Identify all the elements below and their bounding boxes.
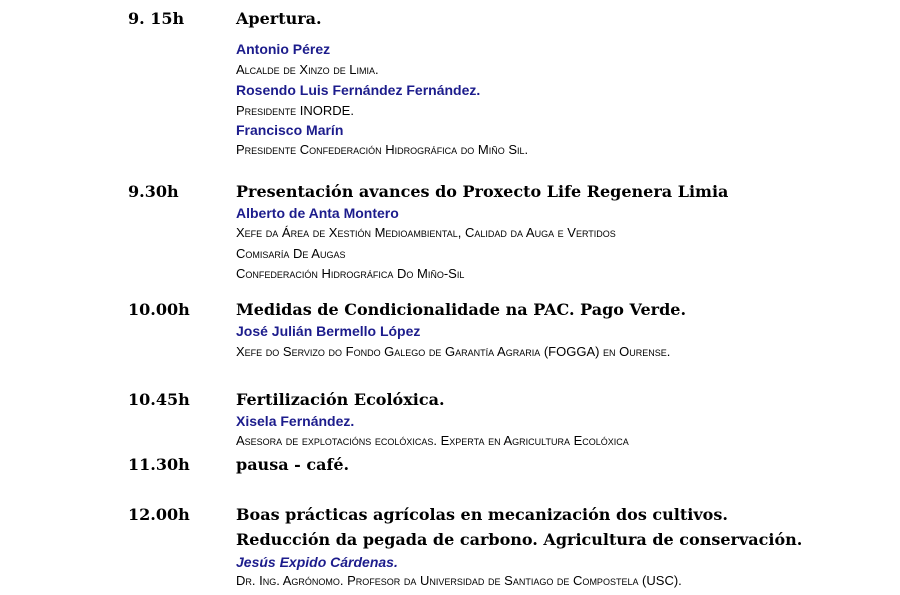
session-time: 9. 15h bbox=[128, 9, 185, 28]
session-time: 10.45h bbox=[128, 390, 190, 409]
speaker-name: Jesús Expido Cárdenas. bbox=[236, 554, 398, 570]
session-title: pausa - café. bbox=[236, 455, 350, 474]
session-time: 12.00h bbox=[128, 505, 190, 524]
speaker-name: Francisco Marín bbox=[236, 122, 344, 138]
session-time: 10.00h bbox=[128, 300, 190, 319]
speaker-role: Comisaría De Augas bbox=[236, 246, 346, 261]
session-time: 9.30h bbox=[128, 182, 179, 201]
speaker-name: Alberto de Anta Montero bbox=[236, 205, 399, 221]
speaker-name: José Julián Bermello López bbox=[236, 323, 421, 339]
session-title: Presentación avances do Proxecto Life Regenera Limia bbox=[236, 182, 729, 201]
speaker-name: Xisela Fernández. bbox=[236, 413, 355, 429]
session-title: Fertilización Ecolóxica. bbox=[236, 390, 445, 409]
speaker-role: Presidente Confederación Hidrográfica do Miño Sil. bbox=[236, 142, 529, 157]
speaker-role: Alcalde de Xinzo de Limia. bbox=[236, 62, 379, 77]
speaker-role: Asesora de explotacións ecolóxicas. Experta en Agricultura Ecolóxica bbox=[236, 433, 629, 448]
session-title: Reducción da pegada de carbono. Agricultura de conservación. bbox=[236, 530, 803, 549]
speaker-name: Antonio Pérez bbox=[236, 41, 331, 57]
speaker-role: Confederación Hidrográfica Do Miño-Sil bbox=[236, 266, 465, 281]
speaker-role: Dr. Ing. Agrónomo. Profesor da Universidad de Santiago de Compostela (USC). bbox=[236, 573, 682, 588]
speaker-role: Presidente INORDE. bbox=[236, 103, 354, 118]
session-time: 11.30h bbox=[128, 455, 190, 474]
speaker-role: Xefe do Servizo do Fondo Galego de Garantía Agraria (FOGGA) en Ourense. bbox=[236, 344, 671, 359]
session-title: Boas prácticas agrícolas en mecanización dos cultivos. bbox=[236, 505, 728, 524]
speaker-role: Xefe da Área de Xestión Medioambiental, Calidad da Auga e Vertidos bbox=[236, 225, 616, 240]
speaker-name: Rosendo Luis Fernández Fernández. bbox=[236, 82, 481, 98]
session-title: Apertura. bbox=[236, 9, 322, 28]
session-title: Medidas de Condicionalidade na PAC. Pago Verde. bbox=[236, 300, 687, 319]
